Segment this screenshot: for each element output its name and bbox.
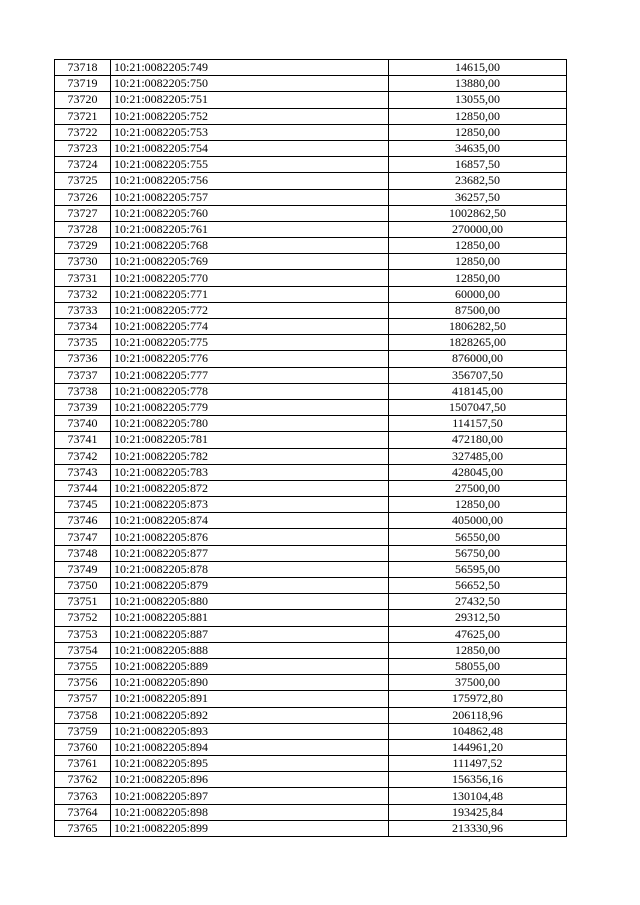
cadastral-number-cell: 10:21:0082205:753 xyxy=(111,124,389,140)
amount-cell: 16857,50 xyxy=(389,157,567,173)
cadastral-number-cell: 10:21:0082205:890 xyxy=(111,675,389,691)
table-row xyxy=(55,772,567,788)
amount-cell: 876000,00 xyxy=(389,351,567,367)
cadastral-number-cell: 10:21:0082205:896 xyxy=(111,772,389,788)
row-number-cell: 73719 xyxy=(55,76,111,92)
amount-cell: 1806282,50 xyxy=(389,319,567,335)
amount-cell: 12850,00 xyxy=(389,108,567,124)
cadastral-number-cell: 10:21:0082205:776 xyxy=(111,351,389,367)
row-number-cell: 73763 xyxy=(55,788,111,804)
row-number-cell: 73744 xyxy=(55,480,111,496)
table-row xyxy=(55,367,567,383)
amount-cell: 47625,00 xyxy=(389,626,567,642)
row-number-cell: 73726 xyxy=(55,189,111,205)
row-number-cell: 73739 xyxy=(55,399,111,415)
table-row xyxy=(55,238,567,254)
row-number-cell: 73723 xyxy=(55,140,111,156)
amount-cell: 12850,00 xyxy=(389,270,567,286)
row-number-cell: 73760 xyxy=(55,739,111,755)
table-row xyxy=(55,92,567,108)
table-row xyxy=(55,497,567,513)
row-number-cell: 73724 xyxy=(55,157,111,173)
amount-cell: 270000,00 xyxy=(389,221,567,237)
amount-cell: 29312,50 xyxy=(389,610,567,626)
row-number-cell: 73747 xyxy=(55,529,111,545)
cadastral-number-cell: 10:21:0082205:752 xyxy=(111,108,389,124)
row-number-cell: 73736 xyxy=(55,351,111,367)
amount-cell: 12850,00 xyxy=(389,124,567,140)
cadastral-number-cell: 10:21:0082205:888 xyxy=(111,642,389,658)
table-row xyxy=(55,756,567,772)
table-row xyxy=(55,642,567,658)
row-number-cell: 73721 xyxy=(55,108,111,124)
row-number-cell: 73737 xyxy=(55,367,111,383)
amount-cell: 1002862,50 xyxy=(389,205,567,221)
table-row xyxy=(55,804,567,820)
cadastral-number-cell: 10:21:0082205:783 xyxy=(111,464,389,480)
cadastral-number-cell: 10:21:0082205:891 xyxy=(111,691,389,707)
cadastral-number-cell: 10:21:0082205:892 xyxy=(111,707,389,723)
cadastral-number-cell: 10:21:0082205:781 xyxy=(111,432,389,448)
amount-cell: 56652,50 xyxy=(389,578,567,594)
cadastral-number-cell: 10:21:0082205:887 xyxy=(111,626,389,642)
row-number-cell: 73764 xyxy=(55,804,111,820)
amount-cell: 12850,00 xyxy=(389,254,567,270)
table-row xyxy=(55,788,567,804)
amount-cell: 428045,00 xyxy=(389,464,567,480)
row-number-cell: 73732 xyxy=(55,286,111,302)
cadastral-number-cell: 10:21:0082205:769 xyxy=(111,254,389,270)
row-number-cell: 73750 xyxy=(55,578,111,594)
amount-cell: 56750,00 xyxy=(389,545,567,561)
amount-cell: 356707,50 xyxy=(389,367,567,383)
amount-cell: 418145,00 xyxy=(389,383,567,399)
cadastral-number-cell: 10:21:0082205:874 xyxy=(111,513,389,529)
amount-cell: 36257,50 xyxy=(389,189,567,205)
cadastral-number-cell: 10:21:0082205:754 xyxy=(111,140,389,156)
amount-cell: 144961,20 xyxy=(389,739,567,755)
table-row xyxy=(55,399,567,415)
row-number-cell: 73748 xyxy=(55,545,111,561)
table-row xyxy=(55,529,567,545)
row-number-cell: 73761 xyxy=(55,756,111,772)
row-number-cell: 73755 xyxy=(55,658,111,674)
row-number-cell: 73753 xyxy=(55,626,111,642)
amount-cell: 1507047,50 xyxy=(389,399,567,415)
cadastral-number-cell: 10:21:0082205:761 xyxy=(111,221,389,237)
table-row xyxy=(55,561,567,577)
row-number-cell: 73729 xyxy=(55,238,111,254)
table-row xyxy=(55,254,567,270)
table-row xyxy=(55,351,567,367)
amount-cell: 206118,96 xyxy=(389,707,567,723)
amount-cell: 87500,00 xyxy=(389,302,567,318)
cadastral-number-cell: 10:21:0082205:876 xyxy=(111,529,389,545)
amount-cell: 213330,96 xyxy=(389,820,567,836)
cadastral-number-cell: 10:21:0082205:760 xyxy=(111,205,389,221)
table-row xyxy=(55,610,567,626)
row-number-cell: 73730 xyxy=(55,254,111,270)
row-number-cell: 73765 xyxy=(55,820,111,836)
cadastral-number-cell: 10:21:0082205:757 xyxy=(111,189,389,205)
cadastral-number-cell: 10:21:0082205:750 xyxy=(111,76,389,92)
cadastral-number-cell: 10:21:0082205:877 xyxy=(111,545,389,561)
amount-cell: 12850,00 xyxy=(389,238,567,254)
amount-cell: 56595,00 xyxy=(389,561,567,577)
cadastral-number-cell: 10:21:0082205:897 xyxy=(111,788,389,804)
amount-cell: 327485,00 xyxy=(389,448,567,464)
data-table xyxy=(54,59,567,837)
row-number-cell: 73746 xyxy=(55,513,111,529)
cadastral-number-cell: 10:21:0082205:751 xyxy=(111,92,389,108)
amount-cell: 104862,48 xyxy=(389,723,567,739)
table-row xyxy=(55,319,567,335)
table-row xyxy=(55,302,567,318)
table-row xyxy=(55,691,567,707)
table-row xyxy=(55,432,567,448)
table-body xyxy=(55,60,567,837)
amount-cell: 12850,00 xyxy=(389,497,567,513)
table-row xyxy=(55,383,567,399)
table-row xyxy=(55,626,567,642)
cadastral-number-cell: 10:21:0082205:780 xyxy=(111,416,389,432)
table-row xyxy=(55,448,567,464)
cadastral-number-cell: 10:21:0082205:779 xyxy=(111,399,389,415)
row-number-cell: 73734 xyxy=(55,319,111,335)
table-row xyxy=(55,578,567,594)
table-row xyxy=(55,739,567,755)
table-row xyxy=(55,270,567,286)
table-row xyxy=(55,205,567,221)
table-row xyxy=(55,173,567,189)
amount-cell: 156356,16 xyxy=(389,772,567,788)
row-number-cell: 73756 xyxy=(55,675,111,691)
cadastral-number-cell: 10:21:0082205:895 xyxy=(111,756,389,772)
table-row xyxy=(55,658,567,674)
cadastral-number-cell: 10:21:0082205:873 xyxy=(111,497,389,513)
amount-cell: 405000,00 xyxy=(389,513,567,529)
row-number-cell: 73740 xyxy=(55,416,111,432)
amount-cell: 13880,00 xyxy=(389,76,567,92)
cadastral-number-cell: 10:21:0082205:749 xyxy=(111,60,389,76)
row-number-cell: 73731 xyxy=(55,270,111,286)
table-row xyxy=(55,820,567,836)
row-number-cell: 73745 xyxy=(55,497,111,513)
row-number-cell: 73741 xyxy=(55,432,111,448)
table-row xyxy=(55,707,567,723)
cadastral-number-cell: 10:21:0082205:772 xyxy=(111,302,389,318)
amount-cell: 175972,80 xyxy=(389,691,567,707)
row-number-cell: 73752 xyxy=(55,610,111,626)
row-number-cell: 73722 xyxy=(55,124,111,140)
cadastral-number-cell: 10:21:0082205:771 xyxy=(111,286,389,302)
table-row xyxy=(55,464,567,480)
cadastral-number-cell: 10:21:0082205:879 xyxy=(111,578,389,594)
table-row xyxy=(55,221,567,237)
cadastral-number-cell: 10:21:0082205:756 xyxy=(111,173,389,189)
table-row xyxy=(55,545,567,561)
table-row xyxy=(55,723,567,739)
amount-cell: 60000,00 xyxy=(389,286,567,302)
row-number-cell: 73742 xyxy=(55,448,111,464)
amount-cell: 58055,00 xyxy=(389,658,567,674)
amount-cell: 130104,48 xyxy=(389,788,567,804)
table-row xyxy=(55,60,567,76)
row-number-cell: 73733 xyxy=(55,302,111,318)
amount-cell: 37500,00 xyxy=(389,675,567,691)
amount-cell: 12850,00 xyxy=(389,642,567,658)
row-number-cell: 73754 xyxy=(55,642,111,658)
row-number-cell: 73751 xyxy=(55,594,111,610)
amount-cell: 27500,00 xyxy=(389,480,567,496)
table-row xyxy=(55,594,567,610)
amount-cell: 27432,50 xyxy=(389,594,567,610)
table-row xyxy=(55,140,567,156)
cadastral-number-cell: 10:21:0082205:894 xyxy=(111,739,389,755)
cadastral-number-cell: 10:21:0082205:777 xyxy=(111,367,389,383)
table-row xyxy=(55,189,567,205)
row-number-cell: 73738 xyxy=(55,383,111,399)
cadastral-number-cell: 10:21:0082205:898 xyxy=(111,804,389,820)
amount-cell: 56550,00 xyxy=(389,529,567,545)
table-row xyxy=(55,157,567,173)
row-number-cell: 73757 xyxy=(55,691,111,707)
table-row xyxy=(55,513,567,529)
row-number-cell: 73720 xyxy=(55,92,111,108)
cadastral-number-cell: 10:21:0082205:880 xyxy=(111,594,389,610)
table-row xyxy=(55,108,567,124)
cadastral-number-cell: 10:21:0082205:878 xyxy=(111,561,389,577)
row-number-cell: 73762 xyxy=(55,772,111,788)
table-row xyxy=(55,335,567,351)
amount-cell: 193425,84 xyxy=(389,804,567,820)
cadastral-number-cell: 10:21:0082205:889 xyxy=(111,658,389,674)
table-row xyxy=(55,675,567,691)
row-number-cell: 73759 xyxy=(55,723,111,739)
amount-cell: 34635,00 xyxy=(389,140,567,156)
cadastral-number-cell: 10:21:0082205:899 xyxy=(111,820,389,836)
row-number-cell: 73727 xyxy=(55,205,111,221)
cadastral-number-cell: 10:21:0082205:893 xyxy=(111,723,389,739)
row-number-cell: 73728 xyxy=(55,221,111,237)
row-number-cell: 73735 xyxy=(55,335,111,351)
cadastral-number-cell: 10:21:0082205:778 xyxy=(111,383,389,399)
table-row xyxy=(55,416,567,432)
amount-cell: 472180,00 xyxy=(389,432,567,448)
row-number-cell: 73758 xyxy=(55,707,111,723)
table-row xyxy=(55,76,567,92)
row-number-cell: 73749 xyxy=(55,561,111,577)
cadastral-number-cell: 10:21:0082205:768 xyxy=(111,238,389,254)
row-number-cell: 73743 xyxy=(55,464,111,480)
table-row xyxy=(55,124,567,140)
table-row xyxy=(55,480,567,496)
amount-cell: 23682,50 xyxy=(389,173,567,189)
amount-cell: 13055,00 xyxy=(389,92,567,108)
cadastral-number-cell: 10:21:0082205:872 xyxy=(111,480,389,496)
cadastral-number-cell: 10:21:0082205:755 xyxy=(111,157,389,173)
amount-cell: 14615,00 xyxy=(389,60,567,76)
row-number-cell: 73725 xyxy=(55,173,111,189)
row-number-cell: 73718 xyxy=(55,60,111,76)
cadastral-number-cell: 10:21:0082205:775 xyxy=(111,335,389,351)
amount-cell: 114157,50 xyxy=(389,416,567,432)
table-row xyxy=(55,286,567,302)
amount-cell: 111497,52 xyxy=(389,756,567,772)
cadastral-number-cell: 10:21:0082205:770 xyxy=(111,270,389,286)
cadastral-number-cell: 10:21:0082205:782 xyxy=(111,448,389,464)
cadastral-number-cell: 10:21:0082205:881 xyxy=(111,610,389,626)
amount-cell: 1828265,00 xyxy=(389,335,567,351)
cadastral-number-cell: 10:21:0082205:774 xyxy=(111,319,389,335)
